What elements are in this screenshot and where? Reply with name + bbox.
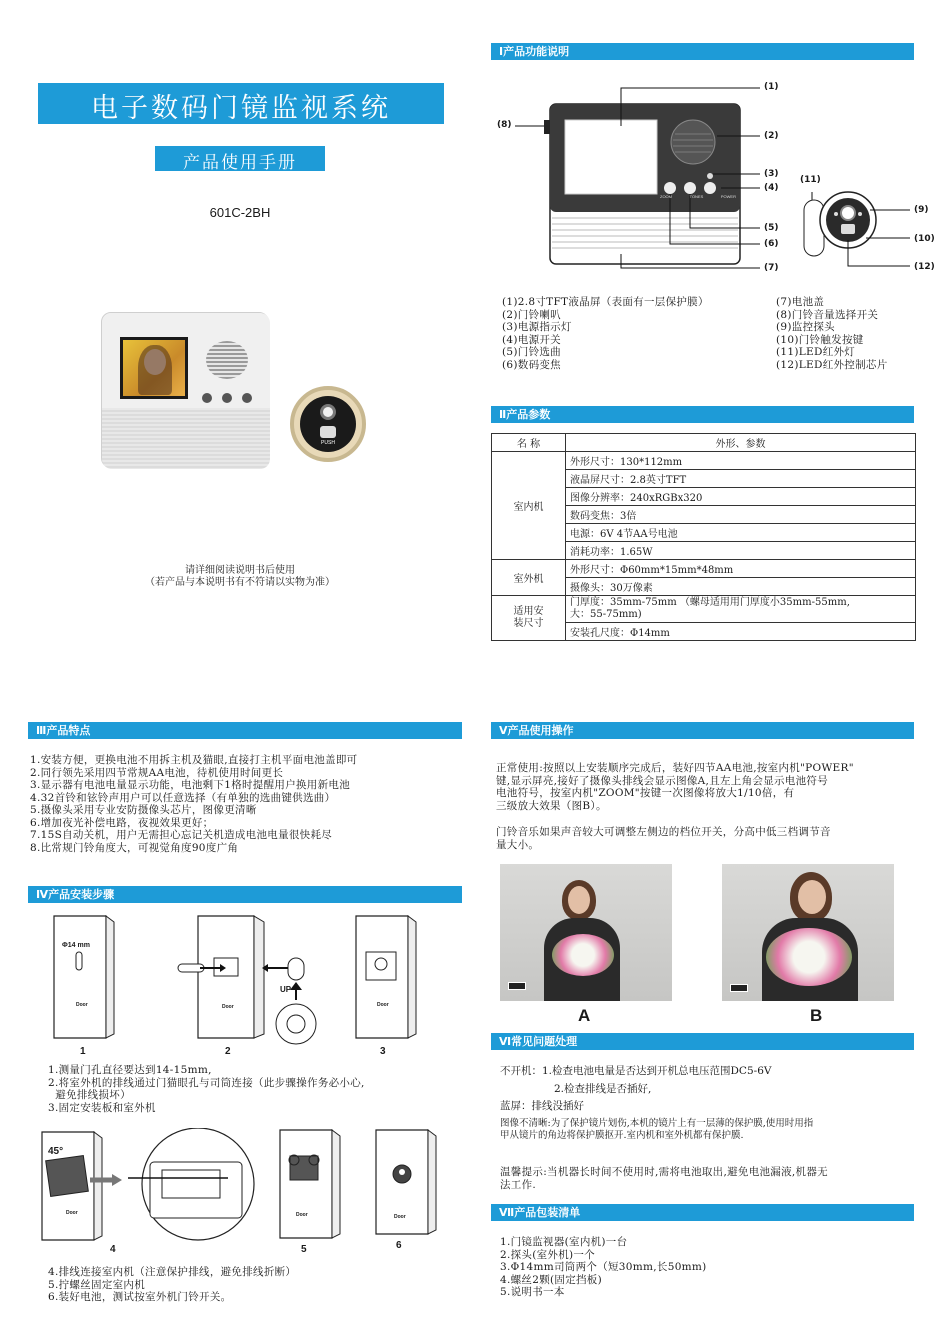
callout-4: (4) <box>764 183 779 193</box>
outdoor-peephole-photo <box>290 386 366 462</box>
step-number-4: 4 <box>110 1244 116 1255</box>
install-step-2-diagram <box>170 912 320 1047</box>
install-step-6-diagram <box>372 1126 442 1241</box>
door-label-2: Door <box>222 1004 234 1010</box>
door-label-1: Door <box>76 1002 88 1008</box>
image-label-a: A <box>578 1006 591 1025</box>
spec-indoor-row: 消耗功率：1.65W <box>566 542 916 560</box>
callout-7: (7) <box>764 263 779 273</box>
install-step-5-diagram <box>276 1126 346 1246</box>
door-label-6: Door <box>394 1214 406 1220</box>
section-3-header: Ⅲ产品特点 <box>28 722 462 739</box>
spec-indoor-label: 室内机 <box>492 452 566 560</box>
spec-indoor-row: 外形尺寸：130*112mm <box>566 452 916 470</box>
peephole-push-label: PUSH <box>321 440 335 446</box>
callout-6: (6) <box>764 239 779 249</box>
step-number-5: 5 <box>301 1244 307 1255</box>
troubleshoot-tip: 温馨提示:当机器长时间不使用时,需将电池取出,避免电池漏液,机器无 法工作. <box>500 1166 828 1191</box>
troubleshoot-blue-screen: 蓝屏：排线没插好 <box>500 1100 584 1112</box>
install-step-3-diagram <box>352 912 422 1042</box>
spec-indoor-row: 图像分辨率：240xRGBx320 <box>566 488 916 506</box>
door-label-3: Door <box>377 1002 389 1008</box>
spec-header-name: 名 称 <box>492 434 566 452</box>
spec-header-params: 外形、参数 <box>566 434 916 452</box>
function-list-right: (7)电池盖 (8)门铃音量选择开关 (9)监控探头 (10)门铃触发按键 (11)LED红外灯 (12)LED红外控制芯片 <box>776 296 888 371</box>
spec-install-row: 安装孔尺度：Φ14mm <box>566 623 916 641</box>
cover-title: 电子数码门镜监视系统 <box>91 93 391 124</box>
install-step-4-diagram <box>38 1128 268 1248</box>
step-number-3: 3 <box>380 1046 386 1057</box>
indoor-unit-speaker <box>206 341 248 379</box>
spec-install-row: 门厚度：35mm-75mm （螺母适用用门厚度小35mm-55mm, 大：55-75mm) <box>566 596 916 623</box>
function-list-left: (1)2.8寸TFT液晶屏（表面有一层保护膜） (2)门铃喇叭 (3)电源指示灯 (4)电源开关 (5)门铃选曲 (6)数码变焦 <box>502 296 709 371</box>
callout-12: (12) <box>914 262 935 272</box>
callout-1: (1) <box>764 82 779 92</box>
section-7-header: Ⅶ产品包装清单 <box>491 1204 914 1221</box>
sample-image-b <box>722 864 894 1001</box>
section-5-header: Ⅴ产品使用操作 <box>491 722 914 739</box>
section-4-header: Ⅳ产品安装步骤 <box>28 886 462 903</box>
panel-button-labels: ZOOM TONES POWER <box>660 194 736 199</box>
step-number-1: 1 <box>80 1046 86 1057</box>
angle-label: 45° <box>48 1146 64 1157</box>
package-list: 1.门镜监视器(室内机)一台 2.探头(室外机)一个 3.Φ14mm司筒两个（短30mm,长50mm) 4.螺丝2颗(固定挡板) 5.说明书一本 <box>500 1236 707 1298</box>
spec-outdoor-row: 外形尺寸：Φ60mm*15mm*48mm <box>566 560 916 578</box>
callout-3: (3) <box>764 169 779 179</box>
callout-8: (8) <box>497 120 512 130</box>
spec-outdoor-row: 摄像头：30万像素 <box>566 578 916 596</box>
feature-list: 1.安装方便，更换电池不用拆主机及猫眼,直接打主机平面电池盖即可 2.同行领先采用四节常规AA电池，待机使用时间更长 3.显示器有电池电量显示功能，电池剩下1格时提醒用户换用新电池 4.32首铃和铉铃声用户可以任意选择（有单独的选曲键供选曲） 5.摄像头采用专业安防摄像头芯片，图像更清晰 6.增加夜光补偿电路，夜视效果更好； 7.15S自动关机，用户无需担心忘记关机造成电池电量很快耗尽 8.比常规门铃角度大，可视觉角度90度广角 <box>30 754 358 854</box>
troubleshoot-no-power: 不开机：1.检查电池电量是否达到开机总电压范围DC5-6V 2.检查排线是否插好, <box>500 1065 772 1095</box>
callout-2: (2) <box>764 131 779 141</box>
operation-text-2: 门铃音乐如果声音较大可调整左侧边的档位开关，分高中低三档调节音 量大小。 <box>496 826 831 851</box>
cover-subtitle: 产品使用手册 <box>183 153 297 173</box>
hole-diameter-label: Φ14 mm <box>62 942 90 949</box>
indoor-unit-screen <box>120 337 188 399</box>
callout-5: (5) <box>764 223 779 233</box>
callout-11: (11) <box>800 175 821 185</box>
sample-image-a <box>500 864 672 1001</box>
troubleshoot-unclear: 图像不清晰:为了保护镜片划伤,本机的镜片上有一层薄的保护膜,使用时用指 甲从镜片的角边将保护膜抠开.室内机和室外机都有保护膜. <box>500 1118 814 1141</box>
image-label-b: B <box>810 1006 823 1025</box>
section-2-header: Ⅱ产品参数 <box>491 406 914 423</box>
spec-table <box>491 433 916 641</box>
cover-read-note: 请详细阅读说明书后使用 （若产品与本说明书有不符请以实物为准） <box>145 565 335 588</box>
up-label: UP <box>280 985 292 994</box>
install-steps-text-a: 1.测量门孔直径要达到14-15mm, 2.将室外机的排线通过门猫眼孔与司筒连接（此步骤操作务必小心, 避免排线损坏） 3.固定安装板和室外机 <box>48 1064 365 1114</box>
callout-9: (9) <box>914 205 929 215</box>
spec-install-label: 适用安 装尺寸 <box>492 596 566 641</box>
indoor-unit-diagram <box>495 78 795 278</box>
door-label-5: Door <box>296 1212 308 1218</box>
install-steps-text-b: 4.排线连接室内机（注意保护排线，避免排线折断） 5.拧螺丝固定室内机 6.装好电池，测试按室外机门铃开关。 <box>48 1266 297 1303</box>
callout-10: (10) <box>914 234 935 244</box>
step-number-2: 2 <box>225 1046 231 1057</box>
install-step-1-diagram <box>50 912 120 1042</box>
spec-indoor-row: 数码变焦：3倍 <box>566 506 916 524</box>
step-number-6: 6 <box>396 1240 402 1251</box>
spec-outdoor-label: 室外机 <box>492 560 566 596</box>
section-1-header: Ⅰ产品功能说明 <box>491 43 914 60</box>
section-6-header: Ⅵ常见问题处理 <box>491 1033 914 1050</box>
indoor-unit-photo <box>101 312 269 468</box>
spec-indoor-row: 液晶屏尺寸：2.8英寸TFT <box>566 470 916 488</box>
operation-text-1: 正常使用:按照以上安装顺序完成后，装好四节AA电池,按室内机"POWER" 键,显示屏亮,接好了摄像头排线会显示图像A,且左上角会显示电池符号 电池符号，按室内机"ZOOM"按键一次图像将放大1/10倍，有 三级放大效果（图B）。 <box>496 762 854 812</box>
door-label-4: Door <box>66 1210 78 1216</box>
spec-indoor-row: 电源：6V 4节AA号电池 <box>566 524 916 542</box>
cover-model: 601C-2BH <box>209 205 271 220</box>
